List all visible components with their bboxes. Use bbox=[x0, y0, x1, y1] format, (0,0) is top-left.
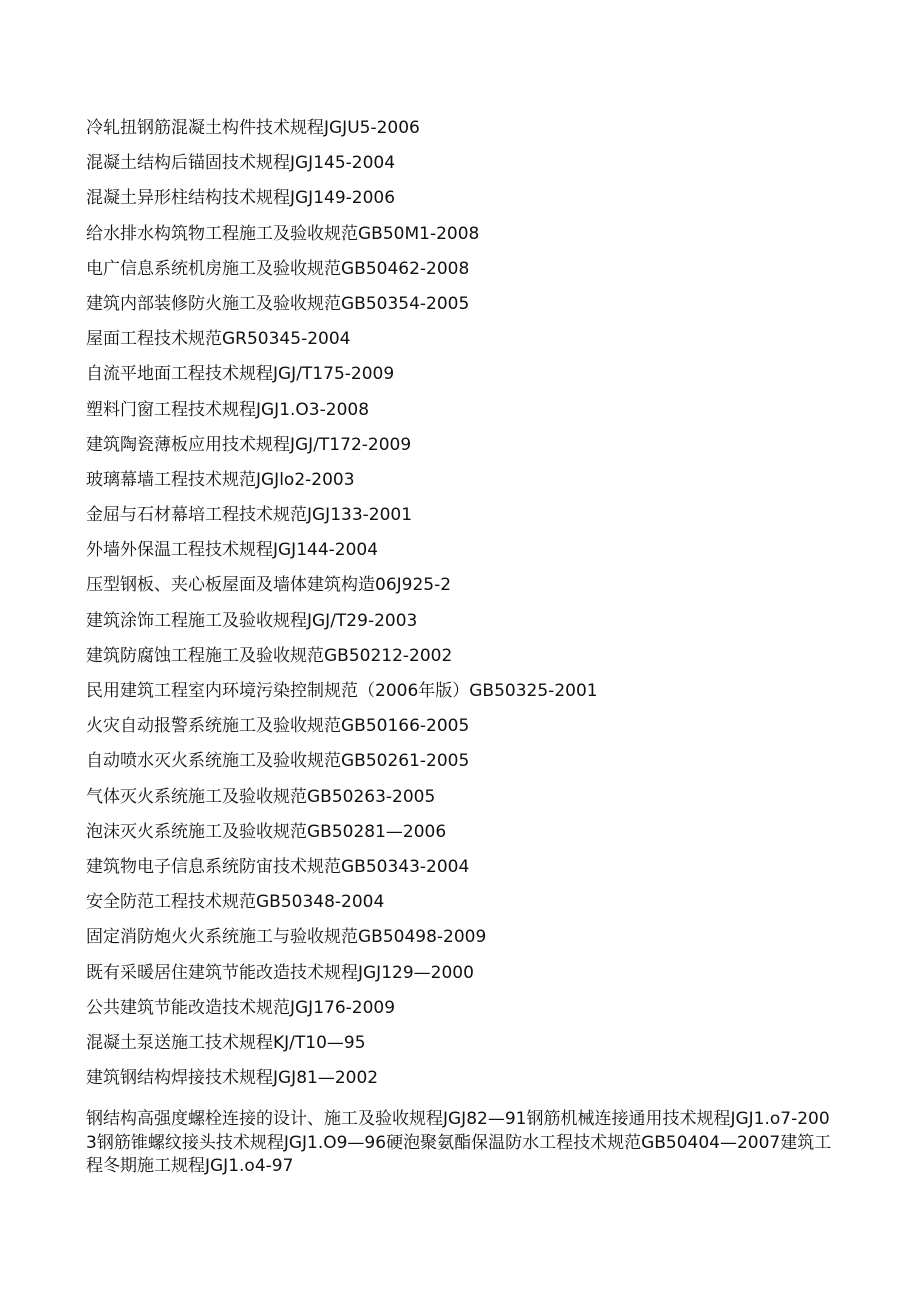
standard-item: 气体灭火系统施工及验收规范GB50263-2005 bbox=[86, 786, 436, 807]
standard-item: 建筑物电子信息系统防宙技术规范GB50343-2004 bbox=[86, 856, 470, 877]
standard-item: 建筑内部装修防火施工及验收规范GB50354-2005 bbox=[86, 293, 470, 314]
standard-item: 屋面工程技术规范GR50345-2004 bbox=[86, 329, 351, 350]
standard-item: 外墙外保温工程技术规程JGJ144-2004 bbox=[86, 540, 379, 561]
standard-item: 民用建筑工程室内环境污染控制规范（2006年版）GB50325-2001 bbox=[86, 681, 598, 701]
standard-item: 泡沫灭火系统施工及验收规范GB50281—2006 bbox=[86, 821, 447, 842]
standard-item: 安全防范工程技术规范GB50348-2004 bbox=[86, 892, 385, 913]
standards-list bbox=[86, 116, 846, 1101]
standard-item: 建筑陶瓷薄板应用技术规程JGJ/T172-2009 bbox=[86, 434, 412, 455]
standard-item: 混凝土异形柱结构技术规程JGJ149-2006 bbox=[86, 188, 396, 209]
standard-item: 既有采暖居住建筑节能改造技术规程JGJ129—2000 bbox=[86, 962, 474, 983]
standard-item: 火灾自动报警系统施工及验收规范GB50166-2005 bbox=[86, 716, 470, 737]
standard-item: 自流平地面工程技术规程JGJ/T175-2009 bbox=[86, 364, 395, 385]
standard-item: 混凝土结构后锚固技术规程JGJ145-2004 bbox=[86, 153, 396, 174]
standard-item: 冷轧扭钢筋混凝土构件技术规程JGJU5-2006 bbox=[86, 118, 420, 138]
standard-item: 金屈与石材幕培工程技术规范JGJ133-2001 bbox=[86, 505, 413, 526]
standard-item: 建筑防腐蚀工程施工及验收规范GB50212-2002 bbox=[86, 645, 453, 666]
standards-paragraph: 钢结构高强度螺栓连接的设计、施工及验收规程JGJ82—91钢筋机械连接通用技术规程JGJ1.o7-2003钢筋锥螺纹接头技术规程JGJ1.O9—96硬泡聚氨酯保温防水工程技术规范GB50404—2007建筑工程冬期施工规程JGJ1.o4-97 bbox=[86, 1109, 832, 1176]
standard-item: 建筑涂饰工程施工及验收规程JGJ/T29-2003 bbox=[86, 610, 418, 631]
standard-item: 公共建筑节能改造技术规范JGJ176-2009 bbox=[86, 997, 396, 1018]
standard-item: 塑料门窗工程技术规程JGJ1.O3-2008 bbox=[86, 399, 370, 420]
standard-item: 自动喷水灭火系统施工及验收规范GB50261-2005 bbox=[86, 751, 470, 772]
standard-item: 给水排水构筑物工程施工及验收规范GB50M1-2008 bbox=[86, 223, 480, 244]
standard-item: 电广信息系统机房施工及验收规范GB50462-2008 bbox=[86, 258, 470, 279]
standard-item: 混凝土泵送施工技术规程KJ/T10—95 bbox=[86, 1032, 366, 1053]
standard-item: 固定消防炮火火系统施工与验收规范GB50498-2009 bbox=[86, 927, 487, 948]
standard-item: 压型钢板、夹心板屋面及墙体建筑构造06J925-2 bbox=[86, 575, 452, 596]
standard-item: 建筑钢结构焊接技术规程JGJ81—2002 bbox=[86, 1068, 379, 1089]
standard-item: 玻璃幕墙工程技术规范JGJlo2-2003 bbox=[86, 469, 355, 490]
